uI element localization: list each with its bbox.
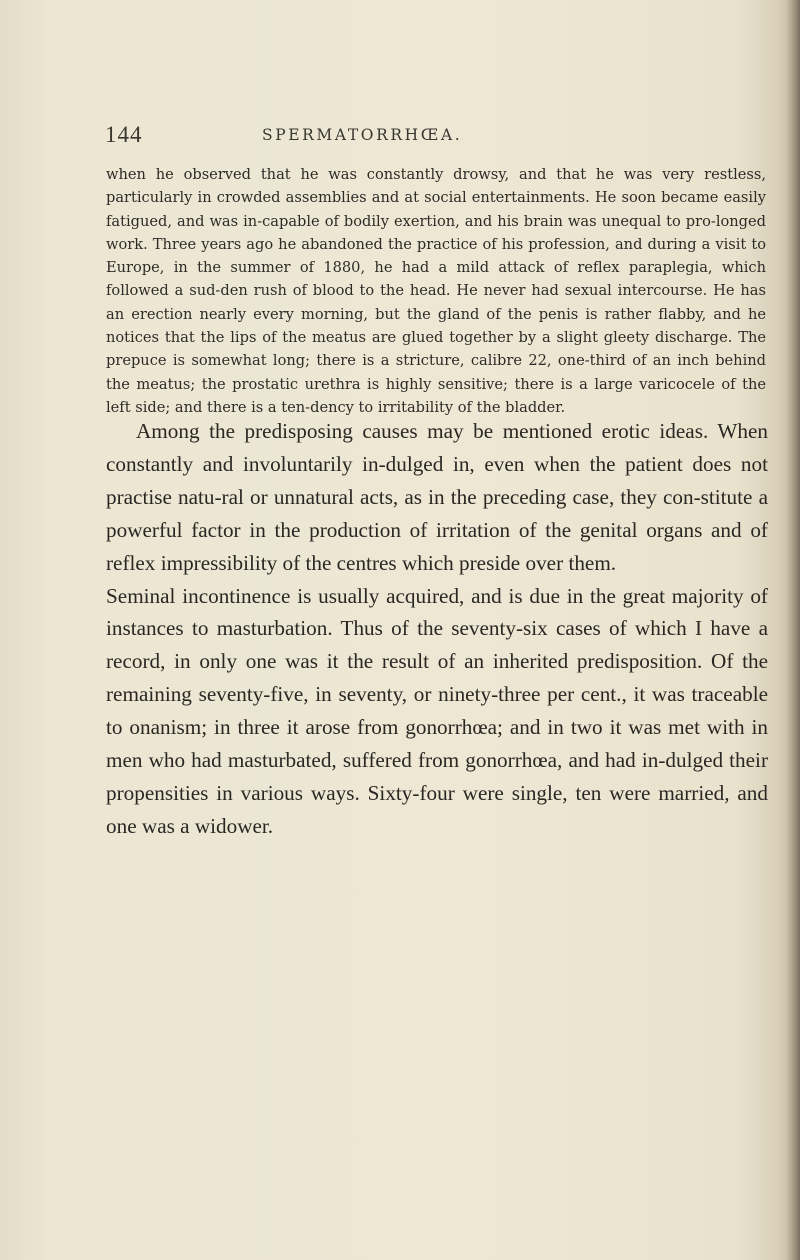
running-title: SPERMATORRHŒA. <box>262 126 463 144</box>
main-text-block <box>106 415 768 843</box>
page-number: 144 <box>105 122 143 147</box>
page-edge-shadow <box>786 0 800 1260</box>
paragraph-predisposing-causes: Among the predisposing causes may be mentioned erotic ideas. When constantly and involuntarily in-dulged in, even when the patient does not practise natu-ral or unnatural acts, as in the preceding case, they con-stitute a powerful factor in the production of irritation of the genital organs and of reflex impressibility of the centres which preside over them. <box>106 419 768 575</box>
case-report-paragraph: when he observed that he was constantly drowsy, and that he was very restless, particularly in crowded assemblies and at social entertainments. He soon became easily fatigued, and was in-capable of bodily exertion, and his brain was unequal to pro-longed work. Three years ago he abandoned the practice of his profession, and during a visit to Europe, in the summer of 1880, he had a mild attack of reflex paraplegia, which followed a sud-den rush of blood to the head. He never had sexual intercourse. He has an erection nearly every morning, but the gland of the penis is rather flabby, and he notices that the lips of the meatus are glued together by a slight gleety discharge. The prepuce is somewhat long; there is a stricture, calibre 22, one-third of an inch behind the meatus; the prostatic urethra is highly sensitive; there is a large varicocele of the left side; and there is a ten-dency to irritability of the bladder. <box>106 166 766 416</box>
paragraph-seminal-incontinence: Seminal incontinence is usually acquired, and is due in the great majority of instances to masturbation. Thus of the seventy-six cases of which I have a record, in only one was it the result of an inherited predisposition. Of the remaining seventy-five, in seventy, or ninety-three per cent., it was traceable to onanism; in three it arose from gonorrhœa; and in two it was met with in men who had masturbated, suffered from gonorrhœa, and had in-dulged their propensities in various ways. Sixty-four were single, ten were married, and one was a widower. <box>106 583 768 838</box>
